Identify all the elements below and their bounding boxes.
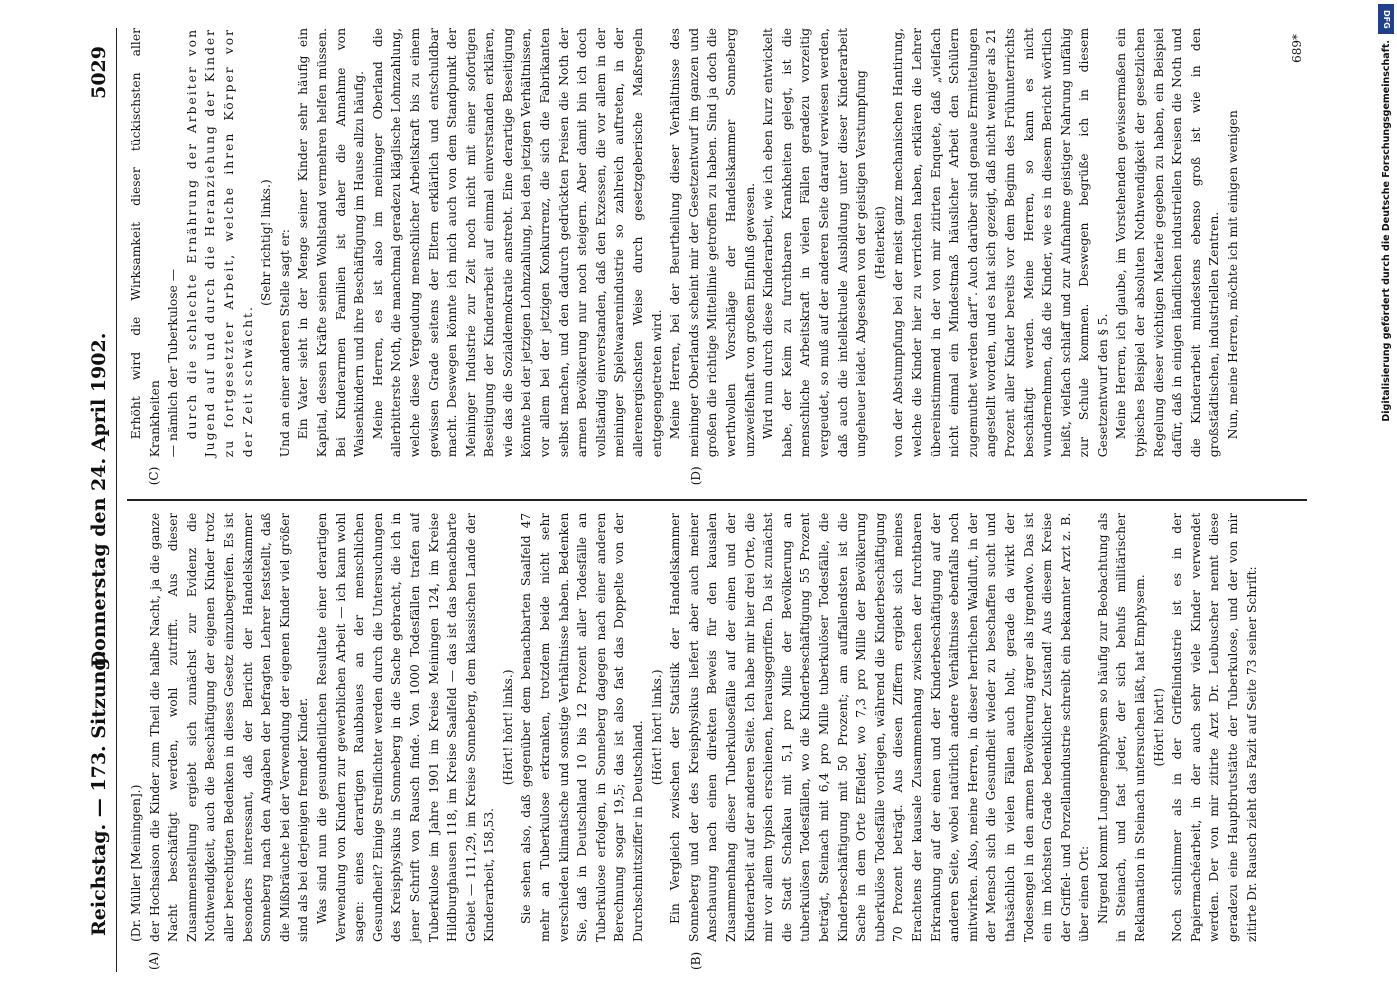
- paragraph: Noch schlimmer als in der Griffelindustrie ist es in der Papiermachéarbeit, in der auch sehr viele Kinder verwendet werden. Der von mir zitirte Arzt Dr. Leubuscher nennt diese geradezu eine Hauptbrutstätte der Tuberkulose, und der von mir zitirte Dr. Rausch zieht das Fazit auf Seite 73 seiner Schrift:: [1170, 512, 1259, 942]
- paragraph: Meine Herren, es ist also im meininger Oberland die allerbitterste Noth, die manchmal geradezu kläglische Lohnzahlung, welche diese Vergeudung menschlicher Arbeitskraft bis zu einem gewissen Grade seitens der Eltern erklärlich und entschuldbar macht. Deswegen könnte ich mich auch von dem Standpunkt der Meininger Industrie zur Zeit noch nicht mit einer sofortigen Beseitigung der Kinderarbeit auf einmal einverstanden erklären, wie das die Sozialdemokratie anstrebt. Eine derartige Beseitigung könnte bei der jetzigen Lohnzahlung, bei den jetzigen Verhältnissen, vor allem bei der jetzigen Konkurrenz, die sich die Fabrikanten selbst machen, und den dadurch gedrückten Preisen die Noth der armen Bevölkerung nur noch steigern. Aber damit bin ich doch vollständig einverstanden, daß den Exzessen, die vor allem in der meininger Spielwaarenindustrie so zahlreich auftreten, in der allerenergischsten Weise durch gesetzgeberische Maßregeln entgegengetreten wird.: [370, 28, 664, 458]
- interjection: (Hört! hört!): [1151, 688, 1166, 767]
- left-column: [127, 513, 1307, 972]
- digitization-credit: Digitalisierung gefördert durch die Deutsche Forschungsgemeinschaft.: [1381, 40, 1392, 422]
- column-divider: [127, 499, 1307, 500]
- paragraph: Ein Vergleich zwischen der Statistik der Handelskammer Sonneberg und der des Kreisphysikus liefert aber auch meiner Anschauung nach einen direkten Beweis für den kausalen Zusammenhang dieser Tuberkulosefälle auf der einen und der Kinderarbeit auf der anderen Seite. Ich habe mir hier drei Orte, die mir vor allem typisch erschienen, herausgegriffen. Da ist zunächst die Stadt Schalkau mit 5,1 pro Mille der Bevölkerung an tuberkulösen Todesfällen, wo die Kinderbeschäftigung 55 Prozent beträgt, Steinach mit 6,4 pro Mille tuberkulöser Todesfälle, die Kinderbeschäftigung mit 50 Prozent; am auffallendsten ist die Sache in dem Orte Effelder, wo 7,3 pro Mille der Bevölkerung tuberkulöse Todesfälle vorliegen, während die Kinderbeschäftigung 70 Prozent beträgt. Aus diesen Ziffern ergiebt sich meines Erachtens der kausale Zusammenhang zwischen der furchtbaren Erkrankung auf der einen und der Kinderbeschäftigung auf der anderen Seite, wobei natürlich andere Verhältnisse ebenfalls noch mitwirken. Also, meine Herren, in dieser herrlichen Waldluft, in der der Mensch sich die Gesundheit wieder zu beschaffen sucht und thatsächlich in vielen Fällen auch holt, gerade da wirkt der Todesengel in den armen Bevölkerung ärger als irgendwo. Das ist ein im höchsten Grade bedenklicher Zustand! Aus diesem Kreise der Griffel- und Porzellanindustrie schreibt ein bekannter Arzt z. B. über einen Ort:: [668, 512, 1092, 942]
- paragraph: Sie sehen also, daß gegenüber dem benachbarten Saalfeld 47 mehr an Tuberkulose erkranken, trotzdem beide nicht sehr verschieden klimatische und sonstige Verhältnisse haben. Bedenken Sie, daß in Deutschland 10 bis 12 Prozent aller Todesfälle an Tuberkulose erfolgen, in Sonneberg dagegen nach einer anderen Berechnung sogar 19,5; das ist also fast das Doppelte von der Durchschnittsziffer in Deutschland.: [519, 512, 646, 942]
- paragraph: von der Abstumpfung bei der meist ganz mechanischen Hantirung, welche die Kinder hier zu verrichten haben, erklären die Lehrer übereinstimmend in der von mir zitirten Enquete, daß „vielfach nicht einmal ein Mindestmaß häuslicher Arbeit den Schülern zugemuthet werden darf“. Auch darüber sind genaue Ermittelungen angestellt worden, und es hat sich gezeigt, daß nicht weniger als 21 Prozent aller Kinder bereits vor dem Beginn des Frühunterrichts beschäftigt werden. Meine Herren, so kann es nicht wundernehmen, daß die Kinder, wie es in diesem Bericht wörtlich heißt, vielfach schlaff und zur Aufnahme geistiger Nahrung unfähig zur Schule kommen. Deswegen begrüße ich in diesem Gesetzentwurf den § 5.: [891, 28, 1110, 458]
- page-header: [86, 28, 117, 972]
- paragraph: der Hochsaison die Kinder zum Theil die halbe Nacht, ja die ganze Nacht beschäftigt werden, wohl zutrifft. Aus dieser Zusammenstellung ergiebt sich zunächst zur Evidenz die Nothwendigkeit, auch die Beschäftigung der eigenen Kinder trotz aller berechtigten Bedenken in dieses Gesetz einzubegreifen. Es ist besonders interessant, daß der Bericht der Handelskammer Sonneberg nach den Angaben der befragten Lehrer feststellt, daß die Mißbräuche bei der Verwendung der eigenen Kinder viel größer sind als bei derjenigen fremder Kinder.: [147, 512, 311, 942]
- sheet-signature: 689*: [1290, 34, 1305, 63]
- paragraph: Meine Herren, ich glaube, im Vorstehenden gewissermaßen ein typisches Beispiel der absoluten Nothwendigkeit der gesetzlichen Regelung dieser wichtigen Materie gegeben zu haben, ein Beispiel dafür, daß in einigen ländlichen industriellen Kreisen die Noth und die Kinderarbeit mindestens ebenso groß ist wie in den großstädtischen, industriellen Zentren.: [1114, 28, 1222, 458]
- funding-sidebar: [1375, 0, 1397, 1000]
- interjection: (Sehr richtig! links.): [259, 179, 274, 306]
- paragraph: Und an einer anderen Stelle sagt er:: [277, 229, 292, 458]
- page-number: 5029: [88, 46, 110, 99]
- quote: durch die schlechte Ernährung der Arbeiter von Jugend auf und durch die Heranziehung der Kinder zu fortgesetzter Arbeit, welche ihren Körper vor der Zeit schwächt.: [184, 28, 255, 458]
- paragraph: Meine Herren, bei der Beurtheilung dieser Verhältnisse des meininger Oberlands scheint mir der Gesetzentwurf im ganzen und großen die richtige Mittellinie getroffen zu haben. Sind ja doch die werthvollen Vorschläge der Handelskammer Sonneberg unzweifelhaft von großem Einfluß gewesen.: [668, 28, 757, 458]
- margin-letter-d: (D): [689, 466, 703, 486]
- right-column: [127, 28, 1307, 487]
- paragraph: Nun, meine Herren, möchte ich mit einigen wenigen: [1226, 110, 1241, 440]
- margin-letter-b: (B): [689, 951, 703, 970]
- header-date: Donnerstag den 24. April 1902.: [88, 332, 110, 668]
- interjection: (Hört! hört! links.): [500, 669, 515, 786]
- rotated-document-page: [48, 0, 1338, 1000]
- two-column-body: [127, 28, 1307, 972]
- quote: Ein Vater sieht in der Menge seiner Kinder sehr häufig ein Kapital, dessen Kräfte seinen Wohlstand vermehren helfen müssen. Bei Kinderarmen Familien ist daher die Annahme von Waisenkindern und ihre Beschäftigung im Hause allzu häufig.: [296, 28, 367, 458]
- paragraph: Nirgend kommt Lungenemphysem so häufig zur Beobachtung als in Steinach, und fast jeder, der sich behufs militärischer Reklamation in Steinach untersuchen läßt, hat Emphysem.: [1095, 512, 1148, 942]
- paragraph: Wird nun durch diese Kinderarbeit, wie ich eben kurz entwickelt habe, der Keim zu furchtbaren Krankheiten gelegt, ist die menschliche Arbeitskraft in vielen Fällen geradezu vorzeitig vergeudet, so muß auf der anderen Seite darauf verwiesen werden, daß auch die intellektuelle Ausbildung unter dieser Kinderarbeit ungeheuer leidet. Abgesehen von der geistigen Verstumpfung: [761, 28, 869, 458]
- speaker-note: (Dr. Müller [Meiningen].): [129, 784, 143, 942]
- quote: Erhöht wird die Wirksamkeit dieser tückischsten aller Krankheiten: [129, 28, 162, 458]
- paragraph: Was sind nun die gesundheitlichen Resultate einer derartigen Verwendung von Kindern zur gewerblichen Arbeit — ich kann wohl sagen: eines derartigen Raubbaues an der menschlichen Gesundheit? Einige Streiflichter werden durch die Untersuchungen des Kreisphysikus in Sonneberg in die Sache gebracht, die ich in jener Schrift von Rausch finde. Von 1000 Todesfällen trafen auf Tuberkulose im Jahre 1901 im Kreise Meiningen 124, im Kreise Hildburghausen 118, im Kreise Saalfeld — das ist das benachbarte Gebiet — 111,29, im Kreise Sonneberg, dem klassischen Lande der Kinderarbeit, 158,53.: [314, 512, 497, 942]
- dfg-logo: DFG: [1378, 4, 1394, 34]
- quote-aside: — nämlich der Tuberkulose —: [166, 268, 181, 458]
- interjection: (Heiterkeit): [872, 206, 887, 280]
- header-session: Reichstag. — 173. Sitzung.: [88, 650, 110, 936]
- margin-letter-a: (A): [147, 951, 161, 970]
- margin-letter-c: (C): [147, 466, 161, 486]
- interjection: (Hört! hört! links.): [649, 669, 664, 786]
